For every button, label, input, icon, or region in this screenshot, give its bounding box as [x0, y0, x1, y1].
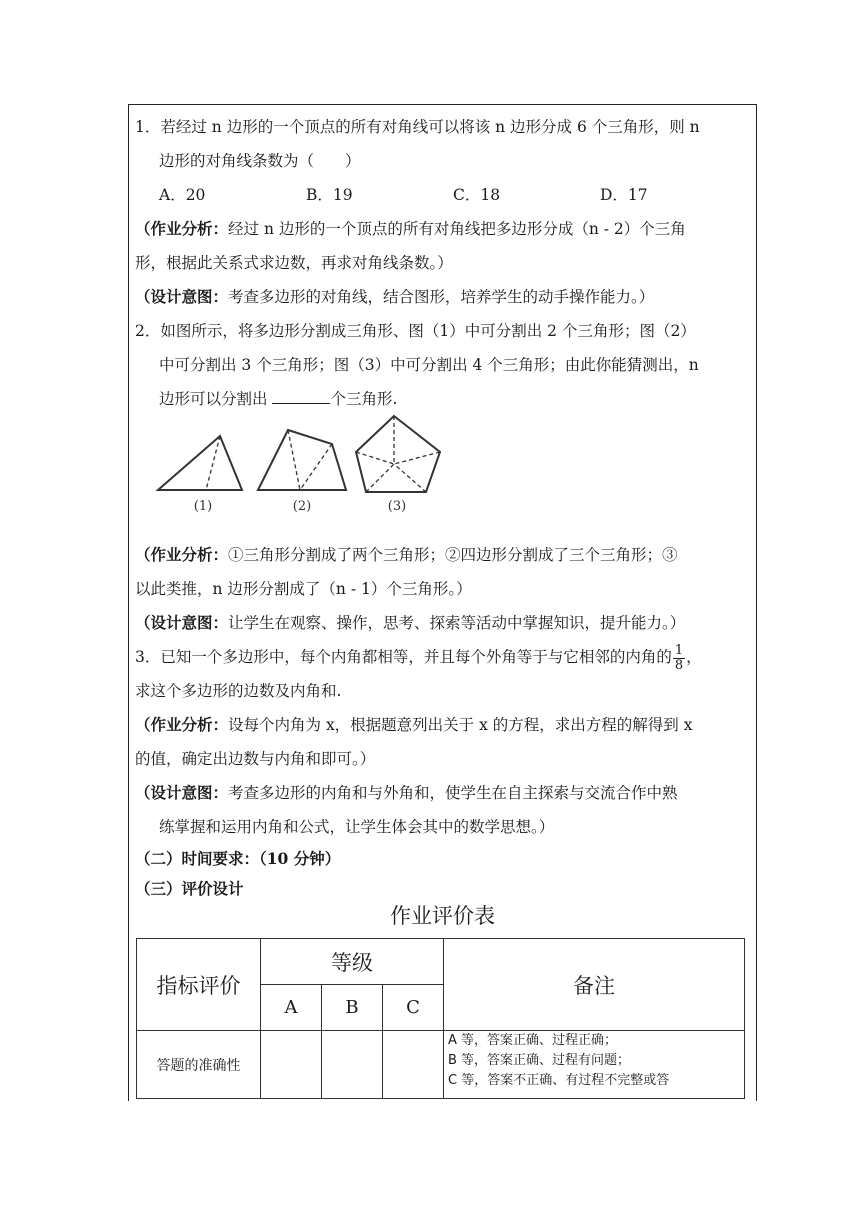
q1-line2: 边形的对角线条数为（ ） — [159, 152, 361, 170]
q1-option-a: A．20 — [159, 186, 206, 204]
figure-2-label: (2) — [292, 499, 312, 514]
figure-2-quadrilateral — [258, 430, 346, 490]
intent-label: （设计意图： — [135, 287, 229, 306]
figure-1-triangle — [158, 436, 242, 490]
intent-text: 让学生在观察、操作，思考、探索等活动中掌握知识，提升能力。） — [228, 614, 686, 632]
evaluation-table — [136, 938, 745, 1099]
header-grade: 等级 — [261, 939, 444, 985]
answer-blank — [272, 383, 330, 404]
figure-3-label: (3) — [387, 499, 407, 514]
cell-c — [383, 1031, 444, 1099]
q3-line1 — [135, 640, 750, 674]
table-row — [137, 1031, 745, 1099]
evaluation-design-heading: （三）评价设计 — [135, 879, 244, 898]
time-requirement: （二）时间要求：（10 分钟） — [135, 849, 341, 868]
note-line-a: A 等，答案正确、过程正确； — [448, 1033, 618, 1048]
analysis-text: 设每个内角为 x，根据题意列出关于 x 的方程，求出方程的解得到 x — [228, 716, 693, 734]
fraction-one-eighth — [673, 644, 685, 673]
analysis-label: （作业分析： — [135, 545, 229, 564]
q3-analysis-cont: 的值，确定出边数与内角和即可。） — [135, 750, 376, 768]
analysis-label: （作业分析： — [135, 219, 229, 238]
analysis-text: 经过 n 边形的一个顶点的所有对角线把多边形分成（n - 2）个三角 — [228, 220, 686, 238]
grade-c: C — [383, 985, 444, 1031]
q1-intent — [135, 280, 750, 314]
q3-line1-end: ， — [686, 648, 702, 666]
grade-a: A — [261, 985, 322, 1031]
q1-option-b: B．19 — [306, 186, 353, 204]
note-line-b: B 等，答案正确、过程有问题； — [448, 1053, 631, 1068]
grade-b: B — [322, 985, 383, 1031]
q2-line3-end: 个三角形. — [330, 390, 398, 408]
q3-analysis — [135, 708, 750, 742]
intent-label: （设计意图： — [135, 613, 229, 632]
table-header-row — [137, 939, 745, 985]
polygon-figures — [150, 412, 450, 522]
header-indicator: 指标评价 — [137, 939, 261, 1031]
q1-option-d: D．17 — [600, 186, 648, 204]
intent-label: （设计意图： — [135, 783, 229, 802]
row-label-accuracy: 答题的准确性 — [137, 1031, 261, 1099]
intent-text: 考查多边形的内角和与外角和，使学生在自主探索与交流合作中熟 — [228, 784, 678, 802]
header-note: 备注 — [444, 939, 745, 1031]
fraction-numerator: 1 — [674, 642, 684, 658]
q3-line2: 求这个多边形的边数及内角和. — [135, 682, 342, 700]
evaluation-table-title: 作业评价表 — [390, 904, 495, 928]
q2-line3 — [135, 382, 750, 416]
q1-analysis-cont: 形，根据此关系式求边数，再求对角线条数。） — [135, 254, 453, 272]
row-note — [444, 1031, 745, 1099]
analysis-text: ①三角形分割成了两个三角形；②四边形分割成了三个三角形；③ — [228, 546, 678, 564]
q2-intent — [135, 606, 750, 640]
q1-option-c: C．18 — [453, 186, 501, 204]
q3-intent-cont: 练掌握和运用内角和公式，让学生体会其中的数学思想。） — [159, 818, 555, 836]
cell-b — [322, 1031, 383, 1099]
figure-1-label: (1) — [193, 499, 213, 514]
note-line-c: C 等，答案不正确、有过程不完整或答 — [448, 1073, 670, 1088]
q2-line1: 2．如图所示，将多边形分割成三角形、图（1）中可分割出 2 个三角形；图（2） — [135, 322, 696, 340]
fraction-denominator: 8 — [674, 657, 684, 673]
cell-a — [261, 1031, 322, 1099]
q3-line1-text: 3．已知一个多边形中，每个内角都相等，并且每个外角等于与它相邻的内角的 — [135, 648, 672, 666]
q2-line2: 中可分割出 3 个三角形；图（3）中可分割出 4 个三角形；由此你能猜测出，n — [159, 356, 699, 374]
q2-line3-start: 边形可以分割出 — [159, 390, 273, 408]
intent-text: 考查多边形的对角线，结合图形，培养学生的动手操作能力。） — [228, 288, 655, 306]
q2-analysis-cont: 以此类推，n 边形分割成了（n - 1）个三角形。） — [135, 580, 472, 598]
q1-options — [135, 178, 750, 212]
q1-line1: 1．若经过 n 边形的一个顶点的所有对角线可以将该 n 边形分成 6 个三角形，则 n — [135, 118, 700, 136]
q2-analysis — [135, 538, 750, 572]
q3-intent — [135, 776, 750, 810]
q1-analysis — [135, 212, 750, 246]
figure-3-pentagon — [356, 416, 440, 492]
analysis-label: （作业分析： — [135, 715, 229, 734]
